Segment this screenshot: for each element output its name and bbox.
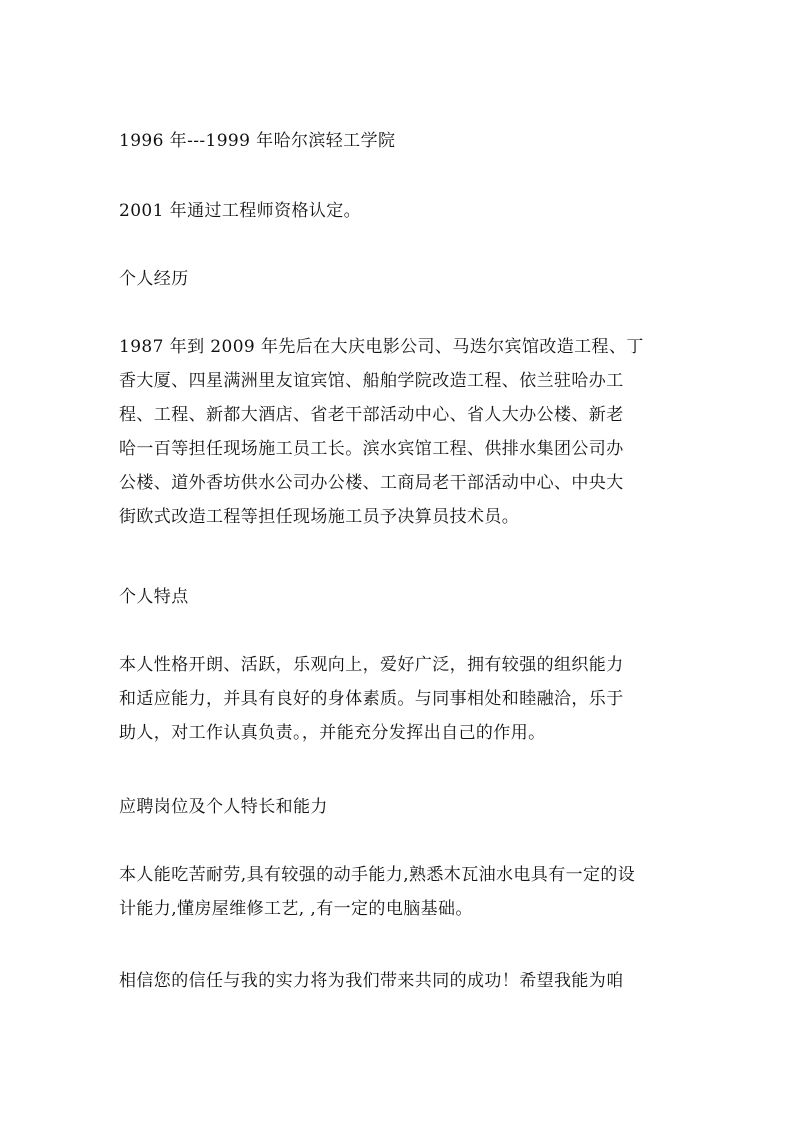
text-line: 助人，对工作认真负责。，并能充分发挥出自己的作用。 <box>119 723 546 743</box>
text-line: 程、工程、新都大酒店、省老干部活动中心、省人大办公楼、新老 <box>119 405 624 425</box>
text-line: 公楼、道外香坊供水公司办公楼、工商局老干部活动中心、中央大 <box>119 473 624 493</box>
text-line: 1987 年到 2009 年先后在大庆电影公司、马迭尔宾馆改造工程、丁 <box>119 337 644 357</box>
section-heading: 个人经历 <box>119 269 189 289</box>
text-line: 和适应能力，并具有良好的身体素质。与同事相处和睦融洽，乐于 <box>119 689 624 709</box>
text-line: 香大厦、四星满洲里友谊宾馆、船舶学院改造工程、依兰驻哈办工 <box>119 371 624 391</box>
text-line: 本人性格开朗、活跃，乐观向上，爱好广泛，拥有较强的组织能力 <box>119 655 624 675</box>
text-line: 计能力,懂房屋维修工艺, ,有一定的电脑基础。 <box>119 899 473 919</box>
text-line: 哈一百等担任现场施工员工长。滨水宾馆工程、供排水集团公司办 <box>119 439 624 459</box>
closing-body <box>119 964 679 998</box>
text-line: 相信您的信任与我的实力将为我们带来共同的成功！希望我能为咱 <box>119 971 624 991</box>
heading-traits <box>119 580 679 614</box>
text-line: 2001 年通过工程师资格认定。 <box>119 201 362 221</box>
text-line: 街欧式改造工程等担任现场施工员予决算员技术员。 <box>119 507 520 527</box>
text-line: 本人能吃苦耐劳,具有较强的动手能力,熟悉木瓦油水电具有一定的设 <box>119 865 636 885</box>
education-line <box>119 124 679 158</box>
section-heading: 应聘岗位及个人特长和能力 <box>119 797 328 817</box>
position-body <box>119 858 679 926</box>
section-heading: 个人特点 <box>119 587 189 607</box>
heading-position <box>119 790 679 824</box>
traits-body <box>119 648 679 750</box>
heading-experience <box>119 262 679 296</box>
text-line: 1996 年---1999 年哈尔滨轻工学院 <box>119 131 396 151</box>
certification-line <box>119 194 679 228</box>
experience-body <box>119 330 679 534</box>
